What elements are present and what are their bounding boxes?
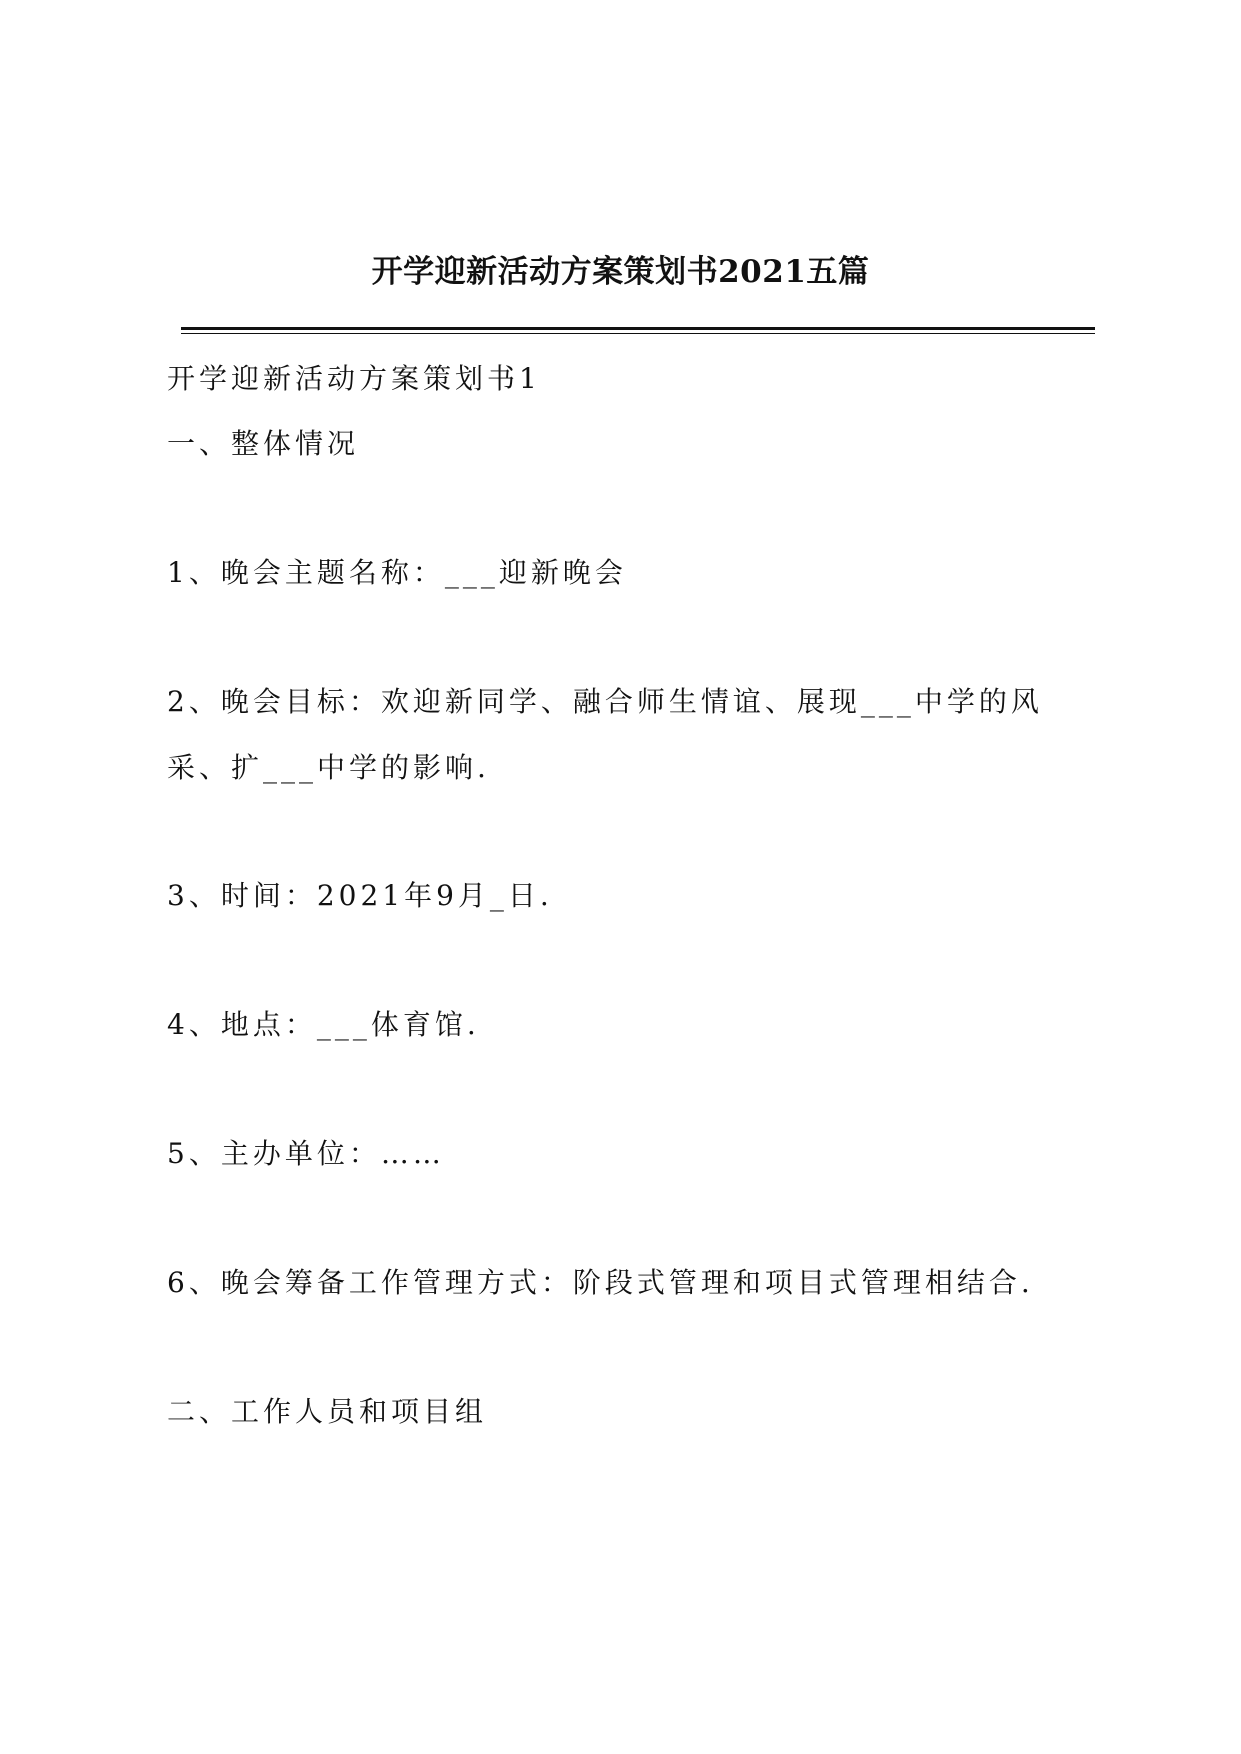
item-goal-line-1: 2、晚会目标：欢迎新同学、融合师生情谊、展现___中学的风 xyxy=(167,685,1043,718)
item-management-method: 6、晚会筹备工作管理方式：阶段式管理和项目式管理相结合. xyxy=(167,1266,1034,1299)
heading-staff-and-teams: 二、工作人员和项目组 xyxy=(167,1395,488,1428)
title-divider-thick xyxy=(181,327,1095,330)
document-title: 开学迎新活动方案策划书2021五篇 xyxy=(371,254,870,290)
item-time: 3、时间：2021年9月_日. xyxy=(167,879,553,912)
item-goal-line-2: 采、扩___中学的影响. xyxy=(167,751,490,784)
item-theme-name: 1、晚会主题名称：___迎新晚会 xyxy=(167,556,627,589)
section-heading-plan-1: 开学迎新活动方案策划书1 xyxy=(167,362,541,395)
title-divider-thin xyxy=(181,333,1095,334)
item-location: 4、地点：___体育馆. xyxy=(167,1008,480,1041)
heading-overall-situation: 一、整体情况 xyxy=(167,427,360,460)
item-organizer: 5、主办单位：…… xyxy=(167,1137,445,1170)
